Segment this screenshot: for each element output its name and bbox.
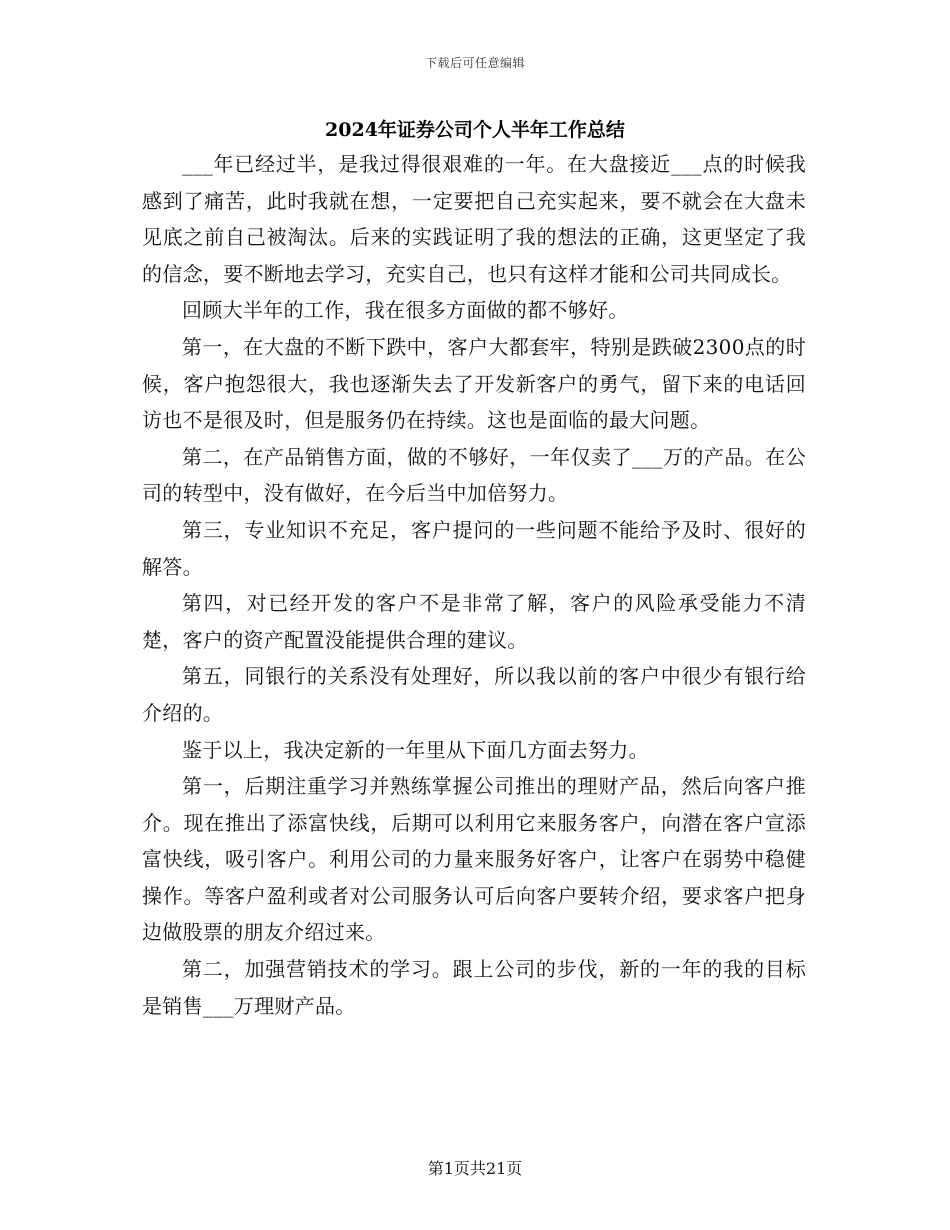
paragraph: ___年已经过半，是我过得很艰难的一年。在大盘接近___点的时候我感到了痛苦，此时我就在想，一定要把自己充实起来，要不就会在大盘未见底之前自己被淘汰。后来的实践证明了我的想法的正确，这更坚定了我的信念，要不断地去学习，充实自己，也只有这样才能和公司共同成长。	[142, 152, 806, 286]
paragraph: 第一，在大盘的不断下跌中，客户大都套牢，特别是跌破2300点的时候，客户抱怨很大，我也逐渐失去了开发新客户的勇气，留下来的电话回访也不是很及时，但是服务仍在持续。这也是面临的最大问题。	[142, 334, 806, 433]
paragraph: 第一，后期注重学习并熟练掌握公司推出的理财产品，然后向客户推介。现在推出了添富快线，后期可以利用它来服务客户，向潜在客户宣添富快线，吸引客户。利用公司的力量来服务好客户，让客户在弱势中稳健操作。等客户盈利或者对公司服务认可后向客户要转介绍，要求客户把身边做股票的朋友介绍过来。	[142, 774, 806, 945]
paragraph: 第三，专业知识不充足，客户提问的一些问题不能给予及时、很好的解答。	[142, 517, 806, 579]
paragraph: 第二，加强营销技术的学习。跟上公司的步伐，新的一年的我的目标是销售___万理财产品。	[142, 957, 806, 1018]
paragraph: 第五，同银行的关系没有处理好，所以我以前的客户中很少有银行给介绍的。	[142, 664, 806, 725]
page-number-footer: 第1页共21页	[427, 1159, 523, 1178]
header-note: 下载后可任意编辑	[424, 56, 525, 70]
paragraph: 第二，在产品销售方面，做的不够好，一年仅卖了___万的产品。在公司的转型中，没有做好，在今后当中加倍努力。	[142, 444, 806, 506]
document-body	[142, 146, 806, 1024]
document-title: 2024年证券公司个人半年工作总结	[325, 119, 625, 141]
paragraph: 鉴于以上，我决定新的一年里从下面几方面去努力。	[182, 737, 649, 762]
paragraph: 回顾大半年的工作，我在很多方面做的都不够好。	[182, 298, 629, 323]
paragraph: 第四，对已经开发的客户不是非常了解，客户的风险承受能力不清楚，客户的资产配置没能提供合理的建议。	[142, 591, 806, 652]
